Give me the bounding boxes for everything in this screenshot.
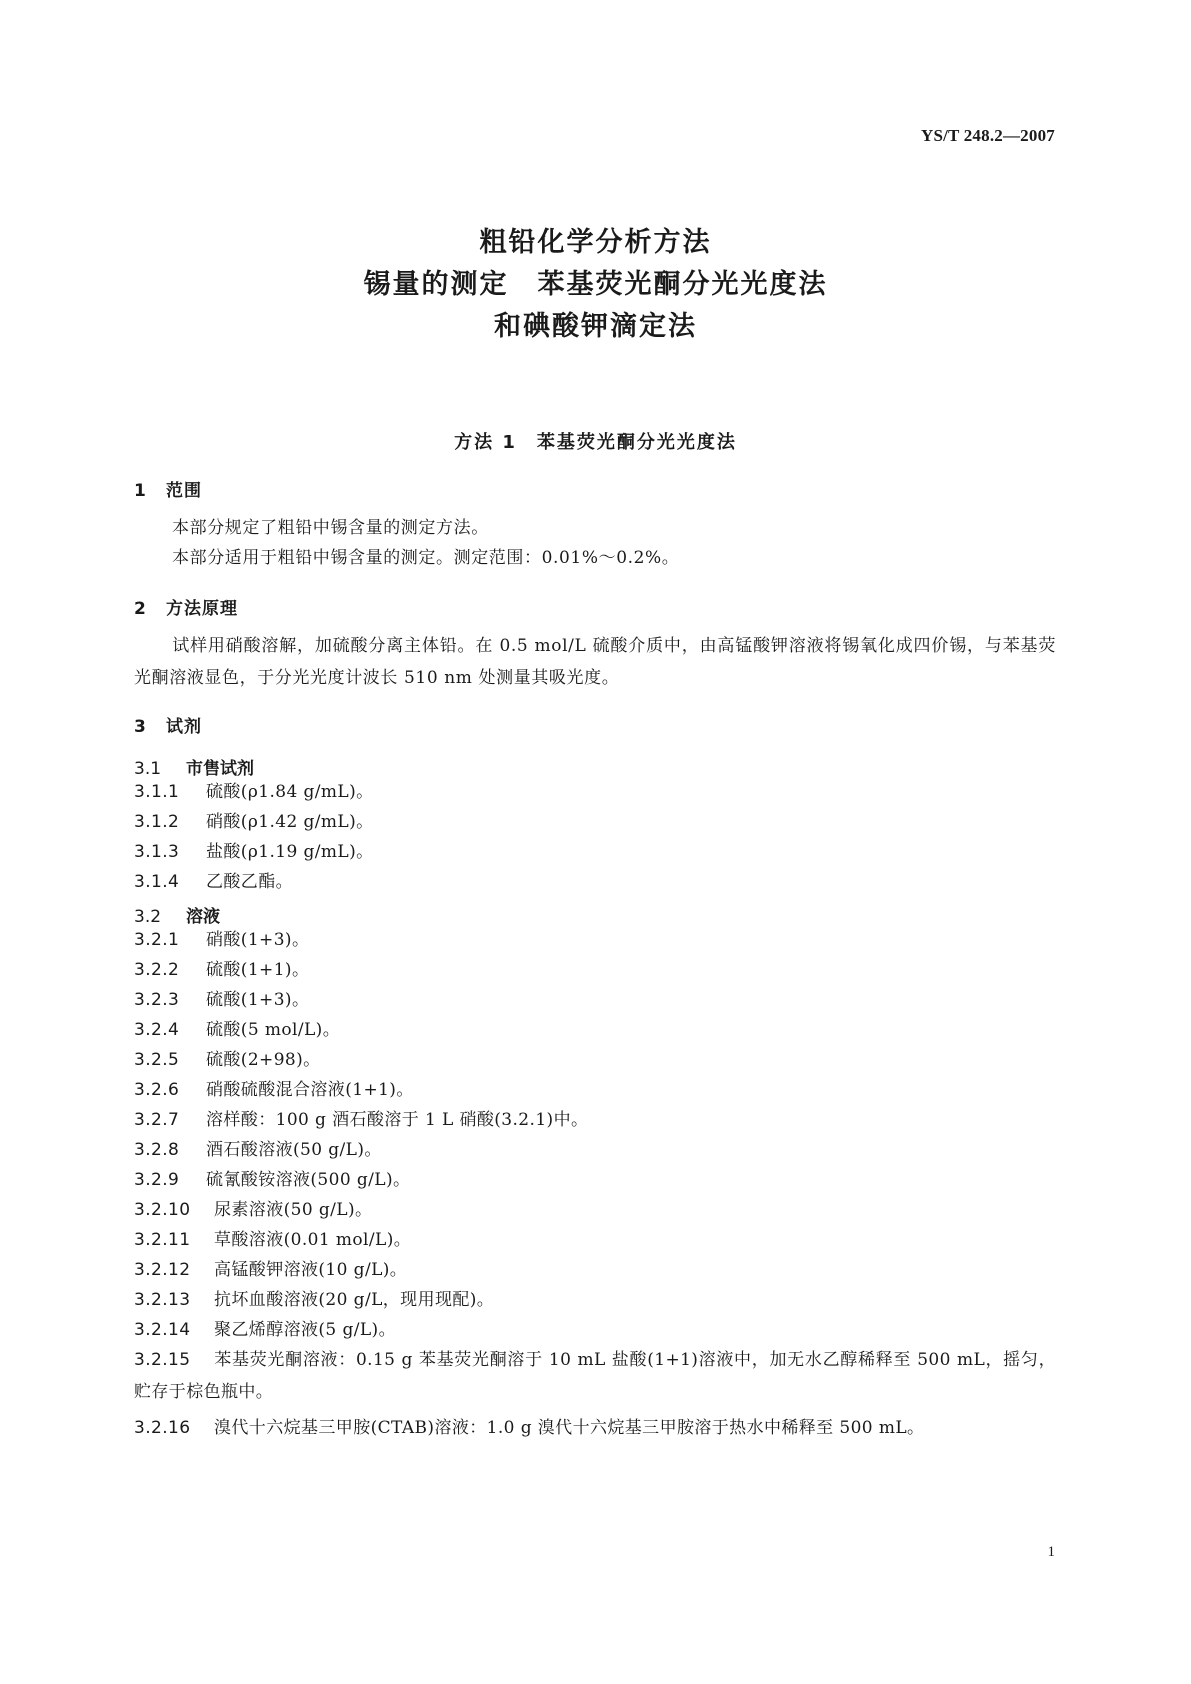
- section-1-heading: [134, 476, 202, 501]
- item-text: 硝酸(ρ1.42 g/mL)。: [206, 812, 374, 832]
- paragraph-text: 试样用硝酸溶解，加硫酸分离主体铅。在 0.5 mol/L 硫酸介质中，由高锰酸钾溶液将锡氧化成四价锡，与苯基荧光酮溶液显色，于分光光度计波长 510 nm 处测量其吸光度。: [134, 636, 1056, 688]
- list-item: [134, 776, 1056, 808]
- item-number: 3.1.2: [134, 812, 180, 832]
- item-number: 3.2.2: [134, 960, 180, 980]
- section-1-paragraph-2: [134, 542, 1056, 574]
- list-item: [134, 806, 1056, 838]
- item-text: 溶样酸：100 g 酒石酸溶于 1 L 硝酸(3.2.1)中。: [206, 1110, 589, 1130]
- list-item: [134, 1254, 1056, 1286]
- item-number: 3.2.7: [134, 1110, 180, 1130]
- item-number: 3.2.3: [134, 990, 180, 1010]
- document-title: [0, 222, 1191, 348]
- item-number: 3.2.8: [134, 1140, 180, 1160]
- item-number: 3.2.4: [134, 1020, 180, 1040]
- section-title: 试剂: [166, 717, 202, 737]
- title-line-2: 锡量的测定 苯基荧光酮分光光度法: [363, 269, 828, 300]
- title-line-3: 和碘酸钾滴定法: [494, 311, 697, 342]
- item-text: 硫酸(1+3)。: [206, 990, 310, 1010]
- section-title: 范围: [166, 481, 202, 501]
- item-number: 3.2.14: [134, 1320, 191, 1340]
- item-number: 3.2.12: [134, 1260, 191, 1280]
- list-item: [134, 1194, 1056, 1226]
- list-item: [134, 1014, 1056, 1046]
- item-number: 3.2.13: [134, 1290, 191, 1310]
- paragraph-text: 本部分规定了粗铅中锡含量的测定方法。: [172, 518, 489, 538]
- item-text: 硝酸硫酸混合溶液(1+1)。: [206, 1080, 414, 1100]
- section-number: 2: [134, 599, 147, 619]
- item-text: 盐酸(ρ1.19 g/mL)。: [206, 842, 374, 862]
- item-text: 硫酸(1+1)。: [206, 960, 310, 980]
- list-item: [134, 866, 1056, 898]
- subsection-title: 市售试剂: [186, 759, 254, 779]
- item-number: 3.1.1: [134, 782, 180, 802]
- item-text: 酒石酸溶液(50 g/L)。: [206, 1140, 382, 1160]
- item-number: 3.1.4: [134, 872, 180, 892]
- section-title: 方法原理: [166, 599, 238, 619]
- item-number: 3.2.5: [134, 1050, 180, 1070]
- item-text: 硫酸(ρ1.84 g/mL)。: [206, 782, 374, 802]
- item-text: 高锰酸钾溶液(10 g/L)。: [214, 1260, 408, 1280]
- section-2-paragraph: [134, 630, 1056, 694]
- section-number: 1: [134, 481, 147, 501]
- list-item: [134, 836, 1056, 868]
- list-item: [134, 1314, 1056, 1346]
- item-text: 苯基荧光酮溶液：0.15 g 苯基荧光酮溶于 10 mL 盐酸(1+1)溶液中，加无水乙醇稀释至 500 mL，摇匀，贮存于棕色瓶中。: [134, 1350, 1056, 1402]
- section-2-heading: [134, 594, 238, 619]
- item-text: 硫酸(5 mol/L)。: [206, 1020, 341, 1040]
- item-text: 尿素溶液(50 g/L)。: [214, 1200, 373, 1220]
- list-item: [134, 1224, 1056, 1256]
- list-item: [134, 984, 1056, 1016]
- item-number: 3.2.16: [134, 1418, 191, 1438]
- item-number: 3.2.9: [134, 1170, 180, 1190]
- list-item: [134, 924, 1056, 956]
- title-line-1: 粗铅化学分析方法: [479, 227, 712, 258]
- item-text: 聚乙烯醇溶液(5 g/L)。: [214, 1320, 396, 1340]
- list-item: [134, 1412, 1056, 1444]
- subsection-number: 3.2: [134, 907, 162, 927]
- list-item: [134, 1284, 1056, 1316]
- list-item: [134, 1164, 1056, 1196]
- list-item: [134, 1104, 1056, 1136]
- method-title: 方法 1 苯基荧光酮分光光度法: [454, 432, 737, 453]
- item-number: 3.2.15: [134, 1350, 191, 1370]
- section-1-paragraph-1: [134, 512, 1056, 544]
- section-number: 3: [134, 717, 147, 737]
- standard-code: YS/T 248.2—2007: [921, 126, 1055, 145]
- item-text: 抗坏血酸溶液(20 g/L，现用现配)。: [214, 1290, 495, 1310]
- subsection-title: 溶液: [186, 907, 220, 927]
- item-number: 3.2.11: [134, 1230, 191, 1250]
- item-text: 草酸溶液(0.01 mol/L)。: [214, 1230, 412, 1250]
- list-item: [134, 1134, 1056, 1166]
- item-text: 硫氰酸铵溶液(500 g/L)。: [206, 1170, 411, 1190]
- item-text: 溴代十六烷基三甲胺(CTAB)溶液：1.0 g 溴代十六烷基三甲胺溶于热水中稀释至 500 mL。: [214, 1418, 925, 1438]
- subsection-number: 3.1: [134, 759, 162, 779]
- item-number: 3.1.3: [134, 842, 180, 862]
- list-item: [134, 1344, 1056, 1408]
- page-number: 1: [1047, 1544, 1055, 1560]
- item-number: 3.2.6: [134, 1080, 180, 1100]
- section-3-heading: [134, 712, 202, 737]
- list-item: [134, 1074, 1056, 1106]
- item-text: 乙酸乙酯。: [206, 872, 293, 892]
- item-text: 硝酸(1+3)。: [206, 930, 310, 950]
- list-item: [134, 954, 1056, 986]
- item-text: 硫酸(2+98)。: [206, 1050, 321, 1070]
- list-item: [134, 1044, 1056, 1076]
- item-number: 3.2.1: [134, 930, 180, 950]
- paragraph-text: 本部分适用于粗铅中锡含量的测定。测定范围：0.01%～0.2%。: [172, 548, 680, 568]
- item-number: 3.2.10: [134, 1200, 191, 1220]
